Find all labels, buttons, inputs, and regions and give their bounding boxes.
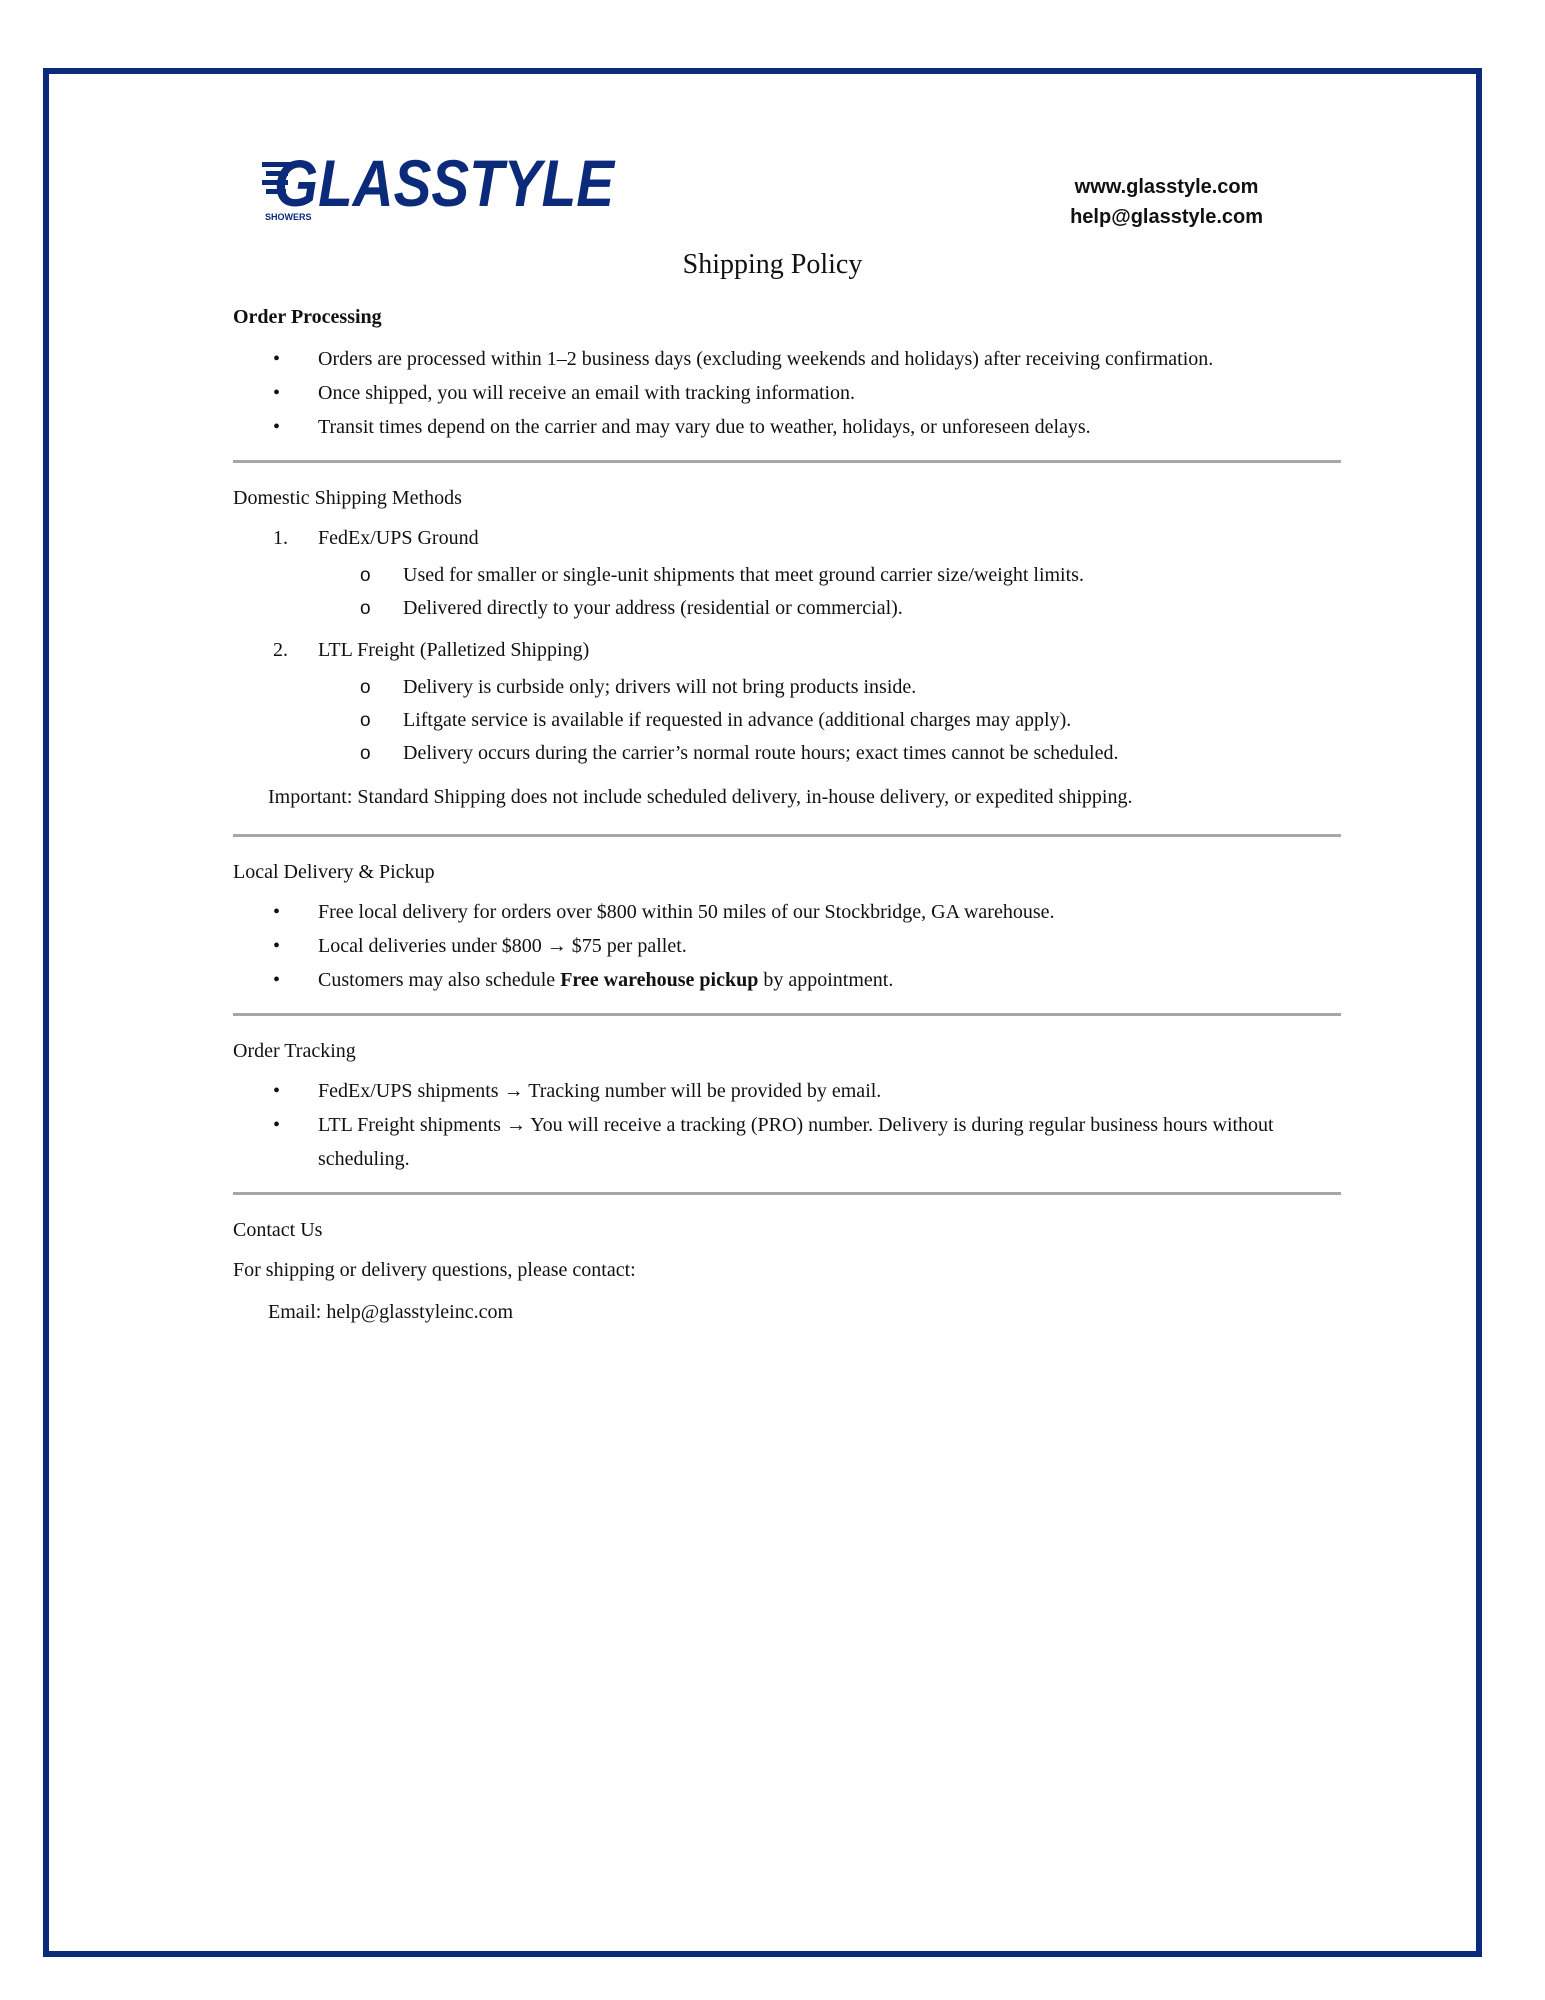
- header-website[interactable]: www.glasstyle.com: [1074, 176, 1259, 198]
- bullet-marker: •: [273, 901, 281, 923]
- method-label: LTL Freight (Palletized Shipping): [318, 639, 590, 661]
- detail-text: Delivery occurs during the carrier’s normal route hours; exact times cannot be scheduled.: [403, 742, 1119, 764]
- shipping-method-ltl: [233, 633, 1343, 770]
- header-contact: [1070, 172, 1263, 232]
- domestic-important-note: Important: Standard Shipping does not include scheduled delivery, in-house delivery, or expedited shipping.: [268, 786, 1133, 808]
- list-item: [233, 376, 1343, 410]
- section-divider: [233, 834, 1341, 837]
- list-item-text: LTL Freight shipments → You will receive a tracking (PRO) number. Delivery is during regular business hours without scheduling.: [318, 1114, 1274, 1170]
- sub-bullet-marker: o: [360, 710, 371, 731]
- section-heading-tracking: Order Tracking: [233, 1040, 356, 1062]
- bullet-marker: •: [273, 348, 281, 370]
- detail-text: Delivered directly to your address (residential or commercial).: [403, 597, 903, 619]
- bullet-marker: •: [273, 1114, 281, 1136]
- list-item-text: Orders are processed within 1–2 business days (excluding weekends and holidays) after receiving confirmation.: [318, 348, 1214, 370]
- glasstyle-logo: [262, 150, 622, 224]
- detail-text: Liftgate service is available if requested in advance (additional charges may apply).: [403, 709, 1072, 731]
- logo-wordmark: GLASSTYLE: [274, 150, 616, 220]
- list-item: [233, 410, 1343, 444]
- detail-item: [233, 737, 1343, 770]
- pickup-highlight: Free warehouse pickup: [560, 969, 759, 991]
- list-item: [233, 929, 1343, 963]
- list-item: [233, 963, 1343, 997]
- detail-item: [233, 592, 1343, 625]
- section-heading-contact: Contact Us: [233, 1219, 323, 1241]
- sub-bullet-marker: o: [360, 677, 371, 698]
- detail-text: Used for smaller or single-unit shipments that meet ground carrier size/weight limits.: [403, 564, 1084, 586]
- order-processing-list: [233, 342, 1343, 444]
- detail-text: Delivery is curbside only; drivers will not bring products inside.: [403, 676, 917, 698]
- section-divider: [233, 1013, 1341, 1016]
- method-details: [233, 559, 1343, 625]
- detail-item: [233, 704, 1343, 737]
- sub-bullet-marker: o: [360, 598, 371, 619]
- section-heading-local: Local Delivery & Pickup: [233, 861, 435, 883]
- header-email[interactable]: help@glasstyle.com: [1070, 206, 1263, 228]
- detail-item: [233, 559, 1343, 592]
- sub-bullet-marker: o: [360, 565, 371, 586]
- bullet-marker: •: [273, 935, 281, 957]
- detail-item: [233, 671, 1343, 704]
- list-item-text: Transit times depend on the carrier and may vary due to weather, holidays, or unforeseen delays.: [318, 416, 1091, 438]
- method-details: [233, 671, 1343, 770]
- section-divider: [233, 460, 1341, 463]
- list-item-text: Free local delivery for orders over $800 within 50 miles of our Stockbridge, GA warehouse.: [318, 901, 1055, 923]
- method-title: [233, 521, 1343, 555]
- list-number: 2.: [273, 639, 288, 661]
- bullet-marker: •: [273, 416, 281, 438]
- pickup-suffix: by appointment.: [758, 969, 894, 991]
- shipping-method-ground: [233, 521, 1343, 625]
- list-number: 1.: [273, 527, 288, 549]
- contact-email[interactable]: Email: help@glasstyleinc.com: [268, 1301, 514, 1323]
- page-title: Shipping Policy: [682, 249, 863, 280]
- list-item-text: Local deliveries under $800 → $75 per pallet.: [318, 935, 687, 957]
- policy-body: [233, 300, 1343, 1351]
- local-delivery-list: [233, 895, 1343, 997]
- logo-tagline: SHOWERS: [265, 212, 312, 222]
- tracking-list: [233, 1074, 1343, 1176]
- section-heading-order-processing: Order Processing: [233, 306, 382, 328]
- list-item: [233, 1108, 1343, 1176]
- bullet-marker: •: [273, 969, 281, 991]
- bullet-marker: •: [273, 1080, 281, 1102]
- list-item-text: Once shipped, you will receive an email with tracking information.: [318, 382, 856, 404]
- sub-bullet-marker: o: [360, 743, 371, 764]
- list-item-text: FedEx/UPS shipments → Tracking number will be provided by email.: [318, 1080, 882, 1102]
- section-heading-domestic: Domestic Shipping Methods: [233, 487, 462, 509]
- method-label: FedEx/UPS Ground: [318, 527, 479, 549]
- list-item: [233, 895, 1343, 929]
- contact-intro: For shipping or delivery questions, please contact:: [233, 1259, 636, 1281]
- method-title: [233, 633, 1343, 667]
- domestic-methods-list: [233, 521, 1343, 770]
- list-item: [233, 1074, 1343, 1108]
- list-item-text: [318, 969, 893, 991]
- list-item: [233, 342, 1343, 376]
- pickup-prefix: Customers may also schedule: [318, 969, 561, 991]
- section-divider: [233, 1192, 1341, 1195]
- bullet-marker: •: [273, 382, 281, 404]
